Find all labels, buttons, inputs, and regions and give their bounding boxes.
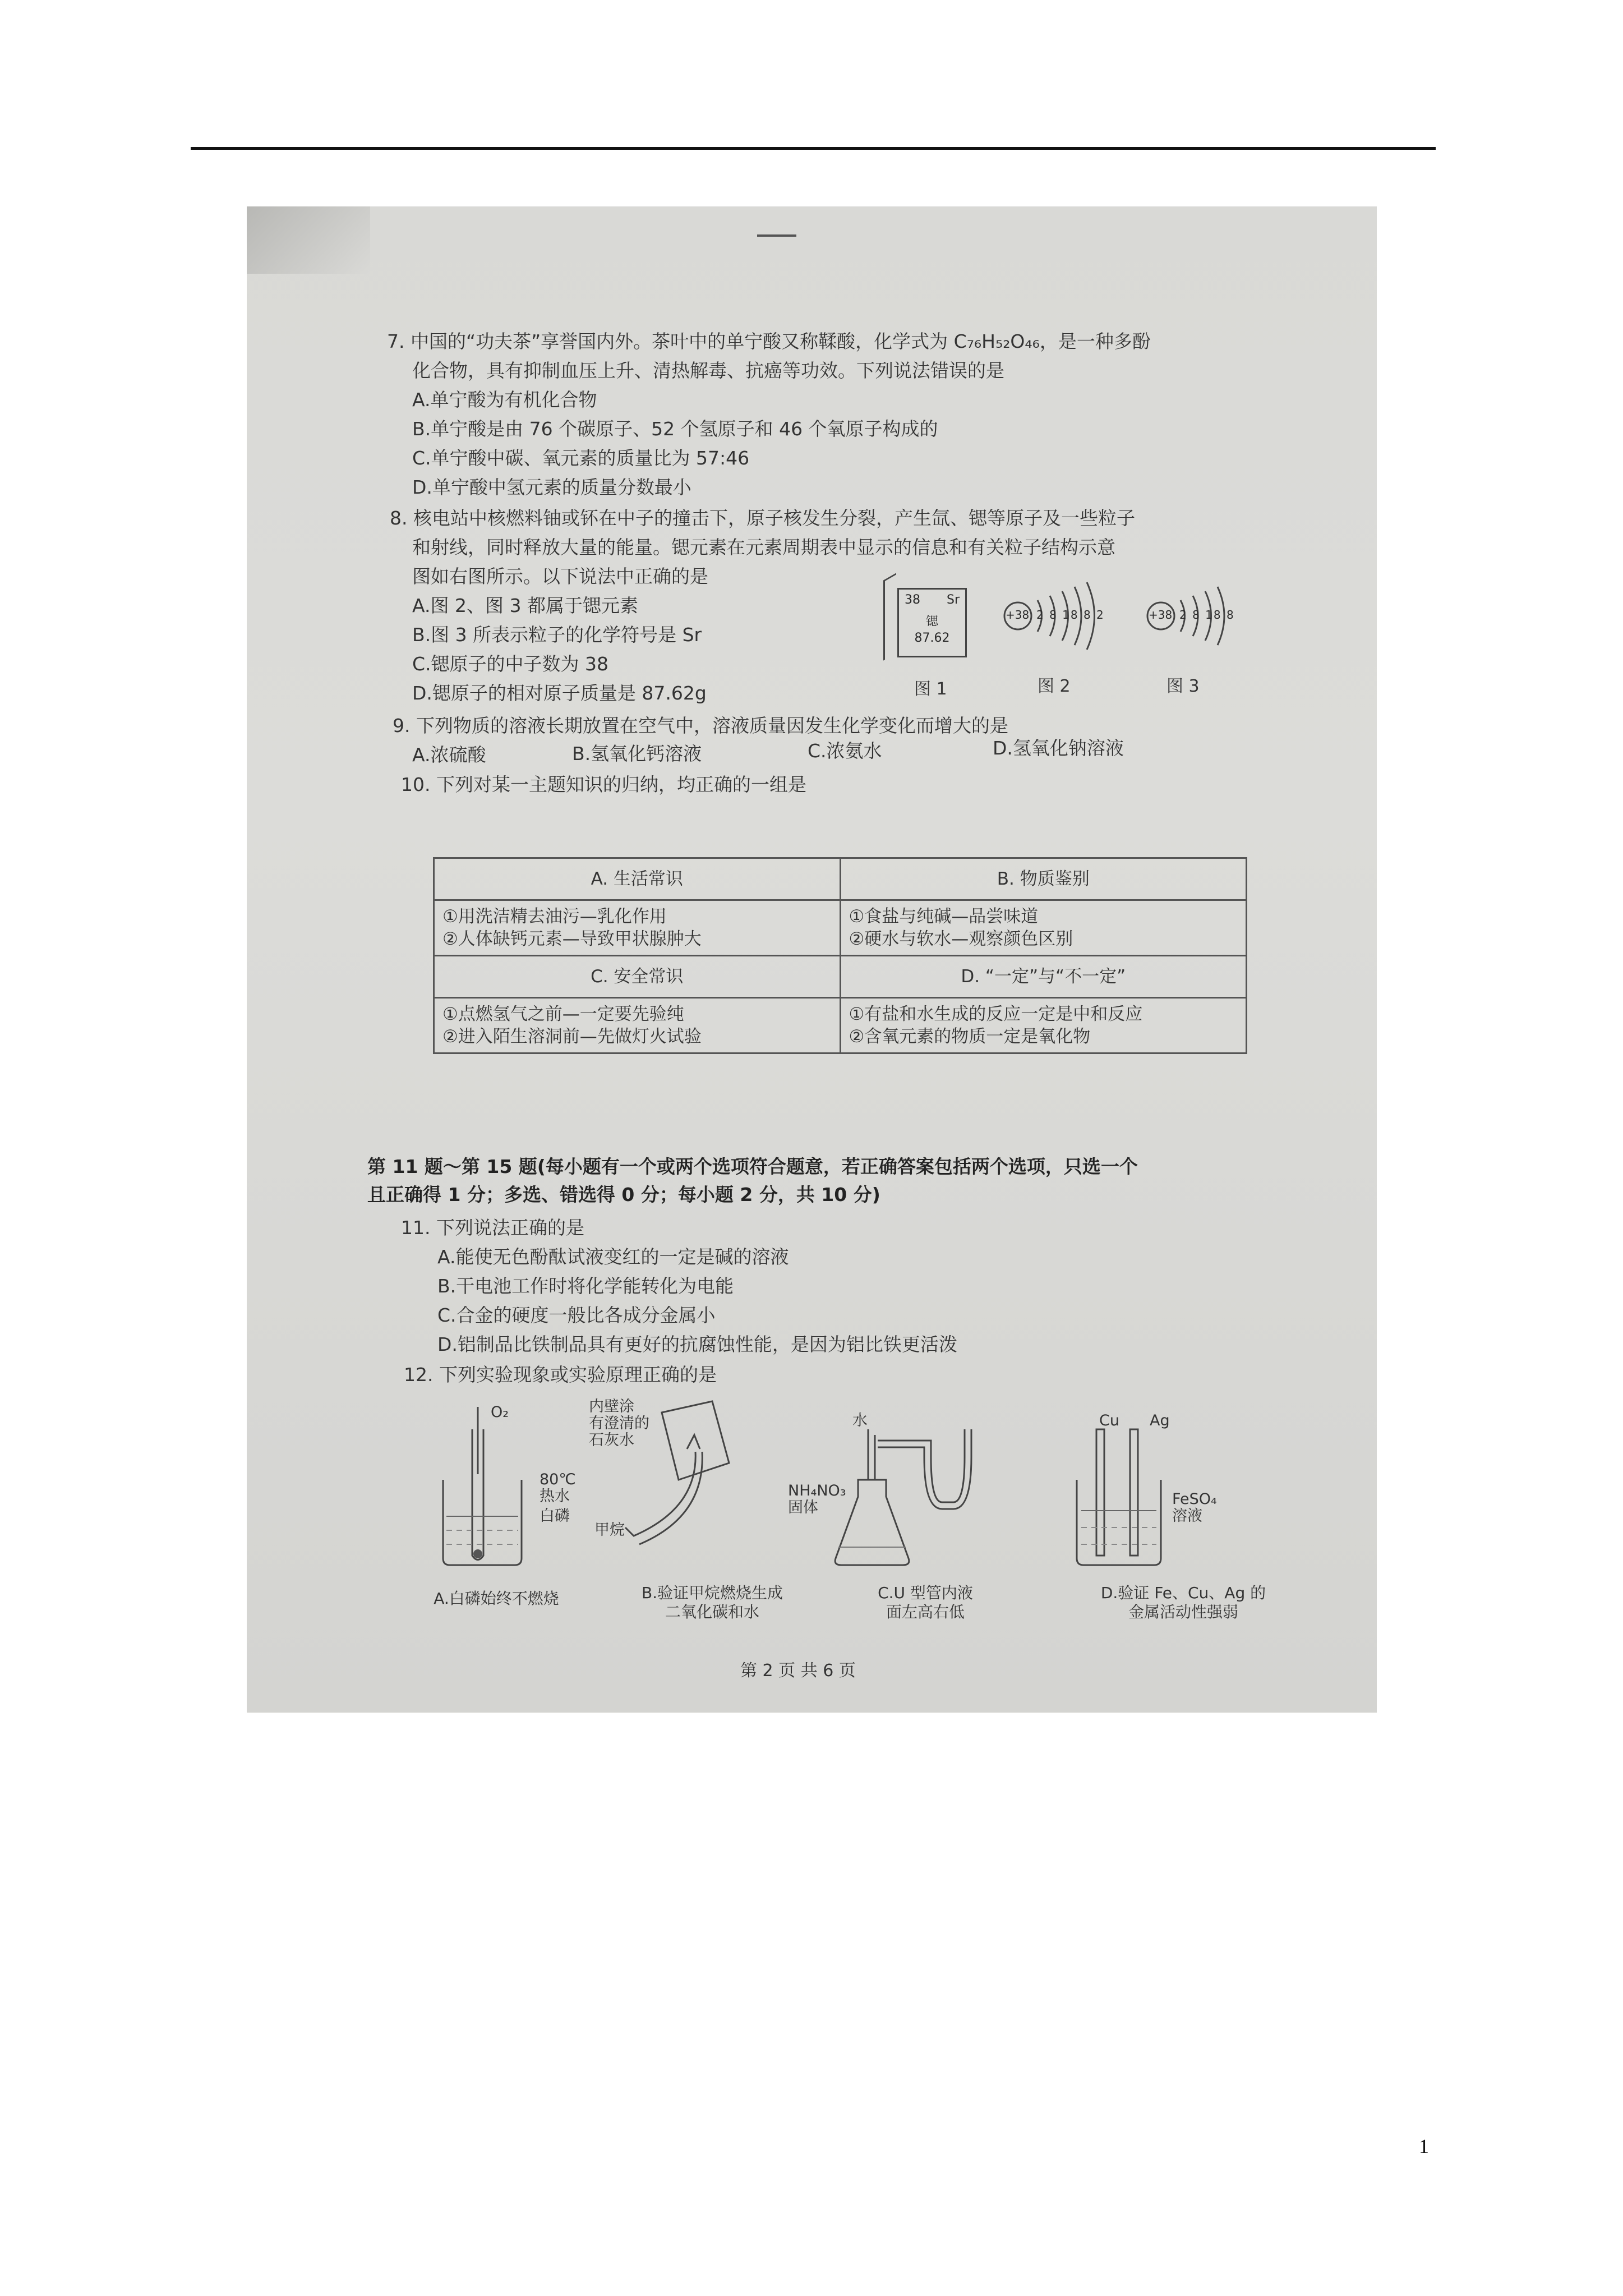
q11-option-a: A.能使无色酚酞试液变红的一定是碱的溶液 (437, 1246, 789, 1268)
fig3-nucleus: +38 (1149, 608, 1173, 622)
table-cell-c (434, 998, 841, 1053)
header-rule (191, 147, 1436, 150)
table-d-item-1: ①有盐和水生成的反应一定是中和反应 (849, 1004, 1143, 1024)
table-head-d: D. “一定”与“不一定” (840, 956, 1247, 998)
q11-option-c: C.合金的硬度一般比各成分金属小 (437, 1304, 716, 1326)
table-head-a: A. 生活常识 (434, 858, 841, 900)
element-name: 锶 (925, 615, 938, 629)
table-d-item-2: ②含氧元素的物质一定是氧化物 (849, 1027, 1091, 1047)
fig2-shells: 2 8 18 8 2 (1036, 608, 1105, 622)
q11-option-b: B.干电池工作时将化学能转化为电能 (437, 1275, 734, 1297)
q8-line2: 和射线，同时释放大量的能量。锶元素在元素周期表中显示的信息和有关粒子结构示意 (412, 536, 1115, 558)
q9-option-c: C.浓氨水 (808, 740, 882, 762)
page-top-mark (757, 234, 796, 237)
exam-page-photo (247, 206, 1377, 1713)
label-a-hot-water: 80℃ 热水 (540, 1471, 576, 1505)
table-b-item-1: ①食盐与纯碱—品尝味道 (849, 907, 1039, 927)
label-d-ag: Ag (1150, 1412, 1170, 1429)
label-c-nh4no3: NH₄NO₃ 固体 (788, 1482, 846, 1516)
table-a-item-2: ②人体缺钙元素—导致甲状腺肿大 (442, 929, 702, 949)
label-b-methane: 甲烷 (594, 1521, 625, 1539)
caption-c: C.U 型管内液 面左高右低 (878, 1584, 973, 1621)
q9-stem: 9. 下列物质的溶液长期放置在空气中，溶液质量因发生化学变化而增大的是 (393, 715, 1008, 737)
table-c-item-2: ②进入陌生溶洞前—先做灯火试验 (442, 1027, 702, 1047)
q7-line2: 化合物，具有抑制血压上升、清热解毒、抗癌等功效。下列说法错误的是 (412, 360, 1004, 381)
q9-option-d: D.氢氧化钠溶液 (993, 737, 1124, 759)
apparatus-a (443, 1407, 522, 1565)
table-cell-b (840, 900, 1247, 956)
table-c-item-1: ①点燃氢气之前—一定要先验纯 (442, 1004, 684, 1024)
q8-line1: 8. 核电站中核燃料铀或钚在中子的撞击下，原子核发生分裂，产生氙、锶等原子及一些粒子 (390, 507, 1135, 529)
photo-shadow (247, 206, 370, 274)
table-b-item-2: ②硬水与软水—观察颜色区别 (849, 929, 1073, 949)
fig3-shells: 2 8 18 8 (1179, 608, 1235, 622)
fig1-label: 图 1 (914, 679, 947, 699)
q8-option-b: B.图 3 所表示粒子的化学符号是 Sr (412, 624, 702, 646)
element-mass: 87.62 (914, 631, 950, 645)
q7-option-a: A.单宁酸为有机化合物 (412, 389, 597, 411)
caption-b: B.验证甲烷燃烧生成 二氧化碳和水 (641, 1584, 783, 1621)
q8-option-a: A.图 2、图 3 都属于锶元素 (412, 595, 638, 616)
q10-knowledge-table (433, 857, 1247, 1054)
apparatus-c (835, 1429, 971, 1565)
page-number: 1 (1419, 2135, 1429, 2157)
q11-option-d: D.铝制品比铁制品具有更好的抗腐蚀性能，是因为铝比铁更活泼 (437, 1333, 957, 1355)
element-cell-side (883, 573, 896, 660)
fig2-label: 图 2 (1038, 677, 1071, 696)
label-c-water: 水 (852, 1412, 868, 1429)
q8-line3: 图如右图所示。以下说法中正确的是 (412, 565, 708, 587)
label-b-limewater: 内壁涂 有澄清的 石灰水 (589, 1398, 649, 1449)
table-cell-a (434, 900, 841, 956)
caption-d: D.验证 Fe、Cu、Ag 的 金属活动性强弱 (1100, 1584, 1266, 1621)
table-cell-d (840, 998, 1247, 1053)
atom-structure-diagrams (993, 577, 1262, 672)
q7-option-c: C.单宁酸中碳、氧元素的质量比为 57:46 (412, 447, 750, 469)
q7-line1: 7. 中国的“功夫茶”享誉国内外。茶叶中的单宁酸又称鞣酸，化学式为 C₇₆H₅₂O₄₆，是一种多酚 (387, 330, 1151, 352)
section2-line2: 且正确得 1 分；多选、错选得 0 分；每小题 2 分，共 10 分) (367, 1184, 880, 1205)
label-d-cu: Cu (1099, 1412, 1119, 1429)
fig3-label: 图 3 (1166, 677, 1200, 696)
q12-stem: 12. 下列实验现象或实验原理正确的是 (404, 1364, 717, 1386)
element-symbol: Sr (946, 593, 960, 607)
label-a-oxygen: O₂ (491, 1404, 509, 1421)
table-head-b: B. 物质鉴别 (840, 858, 1247, 900)
exam-page-footer: 第 2 页 共 6 页 (740, 1661, 856, 1681)
q11-stem: 11. 下列说法正确的是 (401, 1217, 584, 1239)
q10-stem: 10. 下列对某一主题知识的归纳，均正确的一组是 (401, 774, 806, 795)
fig2-nucleus: +38 (1006, 608, 1030, 622)
table-head-c: C. 安全常识 (434, 956, 841, 998)
q9-option-a: A.浓硫酸 (412, 744, 486, 766)
q8-option-d: D.锶原子的相对原子质量是 87.62g (412, 682, 707, 704)
apparatus-d (1077, 1429, 1161, 1565)
q7-option-b: B.单宁酸是由 76 个碳原子、52 个氢原子和 46 个氧原子构成的 (412, 418, 938, 440)
element-number: 38 (905, 593, 920, 607)
section2-line1: 第 11 题～第 15 题(每小题有一个或两个选项符合题意，若正确答案包括两个选项，只选一个 (367, 1156, 1138, 1177)
label-d-feso4: FeSO₄ 溶液 (1172, 1490, 1217, 1525)
q9-option-b: B.氢氧化钙溶液 (572, 743, 702, 765)
label-a-white-phosphorus: 白磷 (540, 1507, 570, 1525)
q8-option-c: C.锶原子的中子数为 38 (412, 653, 609, 675)
caption-a: A.白磷始终不燃烧 (434, 1589, 559, 1608)
q7-option-d: D.单宁酸中氢元素的质量分数最小 (412, 476, 691, 498)
table-a-item-1: ①用洗洁精去油污—乳化作用 (442, 907, 667, 927)
element-cell (897, 588, 967, 657)
